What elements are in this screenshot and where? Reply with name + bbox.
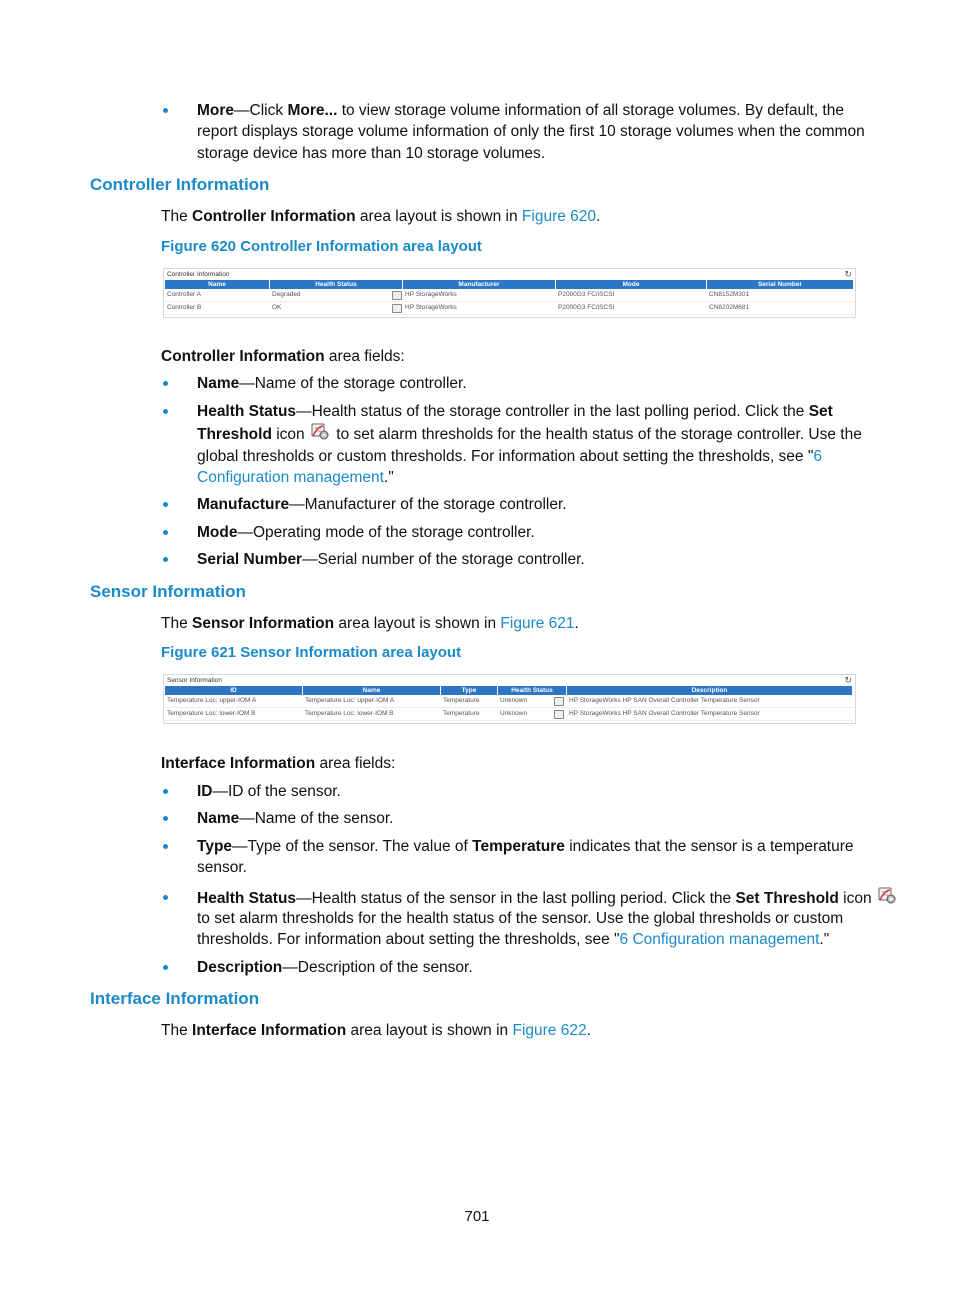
bullet-marker — [163, 530, 168, 535]
controller-serial-bullet: Serial Number—Serial number of the storage controller. — [197, 551, 585, 568]
cell-health: OK — [270, 302, 402, 314]
controller-heading: Controller Information — [90, 175, 270, 194]
controller-information-figure — [163, 268, 856, 318]
cell-type: Temperature — [443, 697, 480, 704]
cell-name: Temperature Loc: upper-IOM A — [305, 697, 395, 704]
sensor-heading: Sensor Information — [90, 582, 246, 601]
controller-health-bullet-line3: global thresholds or custom thresholds. For information about setting the thresholds, see "6 — [197, 448, 822, 465]
figure-620-caption: Figure 620 Controller Information area layout — [161, 238, 482, 255]
controller-intro: The Controller Information area layout is shown in Figure 620. — [161, 208, 601, 225]
refresh-icon[interactable]: ↻ — [844, 269, 852, 279]
bullet-marker — [163, 108, 168, 113]
page-number: 701 — [464, 1208, 490, 1225]
table-row — [165, 302, 854, 315]
cell-health: Unknown — [498, 708, 566, 720]
refresh-icon[interactable]: ↻ — [844, 675, 852, 685]
sensor-type-bullet-line1: Type—Type of the sensor. The value of Temperature indicates that the sensor is a temperature — [197, 838, 854, 855]
column-header: Mode — [556, 280, 706, 289]
column-header: Serial Number — [707, 280, 853, 289]
cell-mode: P2000G3 FC/iSCSI — [558, 291, 615, 298]
cell-manufacturer: HP StorageWorks — [405, 291, 457, 298]
cell-serial: CN8152M301 — [709, 291, 750, 298]
table-header — [165, 280, 854, 289]
more-bullet-line2: report displays storage volume information of only the first 10 storage volumes when the common — [197, 123, 865, 140]
figure-621-caption: Figure 621 Sensor Information area layout — [161, 644, 462, 661]
figure-620-link[interactable]: Figure 620 — [521, 208, 597, 225]
cell-name: Temperature Loc: lower-IOM B — [305, 710, 394, 717]
interface-intro: The Interface Information area layout is shown in Figure 622. — [161, 1022, 591, 1039]
column-header: Name — [165, 280, 269, 289]
controller-health-bullet-line4: Configuration management." — [197, 469, 394, 486]
sensor-fields-intro: Interface Information area fields: — [161, 755, 396, 772]
sensor-type-bullet-line2: sensor. — [197, 859, 247, 876]
bullet-marker — [163, 381, 168, 386]
config-management-link[interactable]: Configuration management — [197, 469, 384, 486]
bullet-marker — [163, 557, 168, 562]
bullet-marker — [163, 965, 168, 970]
bullet-marker — [163, 816, 168, 821]
column-header: Health Status — [270, 280, 402, 289]
bullet-marker — [163, 789, 168, 794]
config-management-link[interactable]: 6 Configuration management — [619, 931, 820, 948]
column-header: Type — [441, 686, 497, 695]
more-bullet-line1: More—Click More... to view storage volume information of all storage volumes. By default, the — [197, 102, 844, 119]
sensor-information-figure — [163, 674, 856, 724]
controller-name-bullet: Name—Name of the storage controller. — [197, 375, 467, 392]
cell-description: HP StorageWorks HP SAN Overall Controller Temperature Sensor — [569, 697, 760, 704]
cell-type: Temperature — [443, 710, 480, 717]
cell-name: Controller A — [167, 291, 201, 298]
set-threshold-icon — [878, 887, 897, 905]
figure-title: Sensor Information ↻ — [167, 675, 852, 685]
column-header: Health Status — [498, 686, 566, 695]
column-header: Name — [303, 686, 440, 695]
cell-name: Controller B — [167, 304, 202, 311]
set-threshold-icon[interactable] — [392, 304, 402, 313]
bullet-marker — [163, 844, 168, 849]
table-row — [165, 708, 854, 721]
sensor-name-bullet: Name—Name of the sensor. — [197, 810, 394, 827]
sensor-health-bullet-line1: Health Status—Health status of the sensor in the last polling period. Click the Set Threshold icon — [197, 887, 899, 910]
column-header: Description — [567, 686, 852, 695]
sensor-description-bullet: Description—Description of the sensor. — [197, 959, 473, 976]
set-threshold-icon[interactable] — [392, 291, 402, 300]
table-header — [165, 686, 854, 695]
cell-id: Temperature Loc: lower-IOM B — [167, 710, 256, 717]
cell-serial: CN8202M681 — [709, 304, 750, 311]
sensor-id-bullet: ID—ID of the sensor. — [197, 783, 341, 800]
controller-fields-intro: Controller Information area fields: — [161, 348, 405, 365]
sensor-health-bullet-line3: thresholds. For information about setting the thresholds, see "6 Configuration management." — [197, 931, 830, 948]
cell-description: HP StorageWorks HP SAN Overall Controller Temperature Sensor — [569, 710, 760, 717]
config-management-link[interactable]: 6 — [813, 448, 822, 465]
set-threshold-icon[interactable] — [554, 710, 564, 719]
figure-title: Controller Information ↻ — [167, 269, 852, 279]
sensor-health-bullet-line2: to set alarm thresholds for the health status of the sensor. Use the global thresholds or custom — [197, 910, 844, 927]
bullet-marker — [163, 895, 168, 900]
controller-health-bullet-line1: Health Status—Health status of the storage controller in the last polling period. Click the Set — [197, 403, 833, 420]
figure-622-link[interactable]: Figure 622 — [512, 1022, 587, 1039]
controller-health-bullet-line2: Threshold icon to set alarm thresholds for the health status of the storage controller. Use the — [197, 423, 862, 446]
table-row — [165, 289, 854, 302]
set-threshold-icon[interactable] — [554, 697, 564, 706]
table-row — [165, 695, 854, 708]
controller-manufacture-bullet: Manufacture—Manufacturer of the storage controller. — [197, 496, 567, 513]
sensor-intro: The Sensor Information area layout is shown in Figure 621. — [161, 615, 579, 632]
controller-mode-bullet: Mode—Operating mode of the storage controller. — [197, 524, 535, 541]
bullet-marker — [163, 502, 168, 507]
cell-health: Unknown — [498, 695, 566, 707]
more-bullet-line3: storage device has more than 10 storage volumes. — [197, 145, 546, 162]
cell-health: Degraded — [270, 289, 402, 301]
set-threshold-icon — [311, 423, 330, 441]
cell-mode: P2000G3 FC/iSCSI — [558, 304, 615, 311]
cell-manufacturer: HP StorageWorks — [405, 304, 457, 311]
figure-621-link[interactable]: Figure 621 — [500, 615, 575, 632]
column-header: Manufacturer — [403, 280, 555, 289]
interface-heading: Interface Information — [90, 989, 260, 1008]
cell-id: Temperature Loc: upper-IOM A — [167, 697, 257, 704]
column-header: ID — [165, 686, 302, 695]
bullet-marker — [163, 409, 168, 414]
